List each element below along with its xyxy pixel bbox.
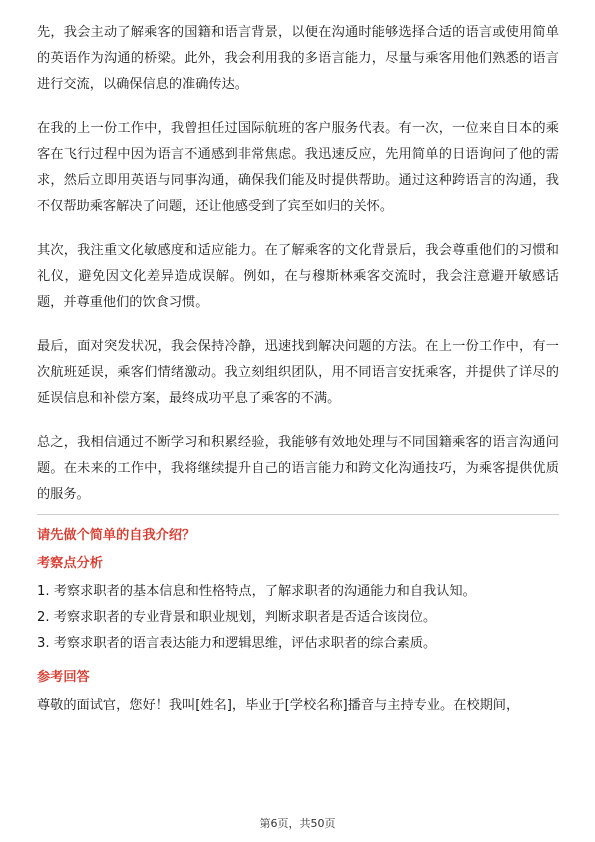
list-item: 3. 考察求职者的语言表达能力和逻辑思维，评估求职者的综合素质。 xyxy=(37,636,437,651)
body-paragraph: 其次，我注重文化敏感度和适应能力。在了解乘客的文化背景后，我会尊重他们的习惯和礼仪，避免因文化差异造成误解。例如，在与穆斯林乘客交流时，我会注意避开敏感话题，并尊重他们的饮食习惯。 xyxy=(37,243,559,310)
body-paragraph: 总之，我相信通过不断学习和积累经验，我能够有效地处理与不同国籍乘客的语言沟通问题。在未来的工作中，我将继续提升自己的语言能力和跨文化沟通技巧，为乘客提供优质的服务。 xyxy=(37,435,559,502)
page-number-footer: 第6页，共50页 xyxy=(259,817,336,830)
list-item: 2. 考察求职者的专业背景和职业规划，判断求职者是否适合该岗位。 xyxy=(37,610,437,625)
analysis-list xyxy=(37,579,559,657)
interview-question: 请先做个简单的自我介绍？ xyxy=(37,528,196,543)
analysis-heading: 考察点分析 xyxy=(37,556,103,571)
body-paragraph: 在我的上一份工作中，我曾担任过国际航班的客户服务代表。有一次，一位来自日本的乘客在飞行过程中因为语言不通感到非常焦虑。我迅速反应，先用简单的日语询问了他的需求，然后立即用英语与同事沟通，确保我们能及时提供帮助。通过这种跨语言的沟通，我不仅帮助乘客解决了问题，还让他感受到了宾至如归的关怀。 xyxy=(37,121,559,214)
body-paragraph: 最后，面对突发状况，我会保持冷静，迅速找到解决问题的方法。在上一份工作中，有一次航班延误，乘客们情绪激动。我立刻组织团队，用不同语言安抚乘客，并提供了详尽的延误信息和补偿方案，最终成功平息了乘客的不满。 xyxy=(37,339,559,406)
page-content xyxy=(37,20,559,719)
body-paragraph: 先，我会主动了解乘客的国籍和语言背景，以便在沟通时能够选择合适的语言或使用简单的英语作为沟通的桥梁。此外，我会利用我的多语言能力，尽量与乘客用他们熟悉的语言进行交流，以确保信息的准确传达。 xyxy=(37,25,559,92)
section-divider xyxy=(37,514,559,515)
reference-answer-text: 尊敬的面试官，您好！我叫[姓名]，毕业于[学校名称]播音与主持专业。在校期间， xyxy=(37,698,520,713)
reference-heading: 参考回答 xyxy=(37,670,90,685)
list-item: 1. 考察求职者的基本信息和性格特点，了解求职者的沟通能力和自我认知。 xyxy=(37,584,476,599)
